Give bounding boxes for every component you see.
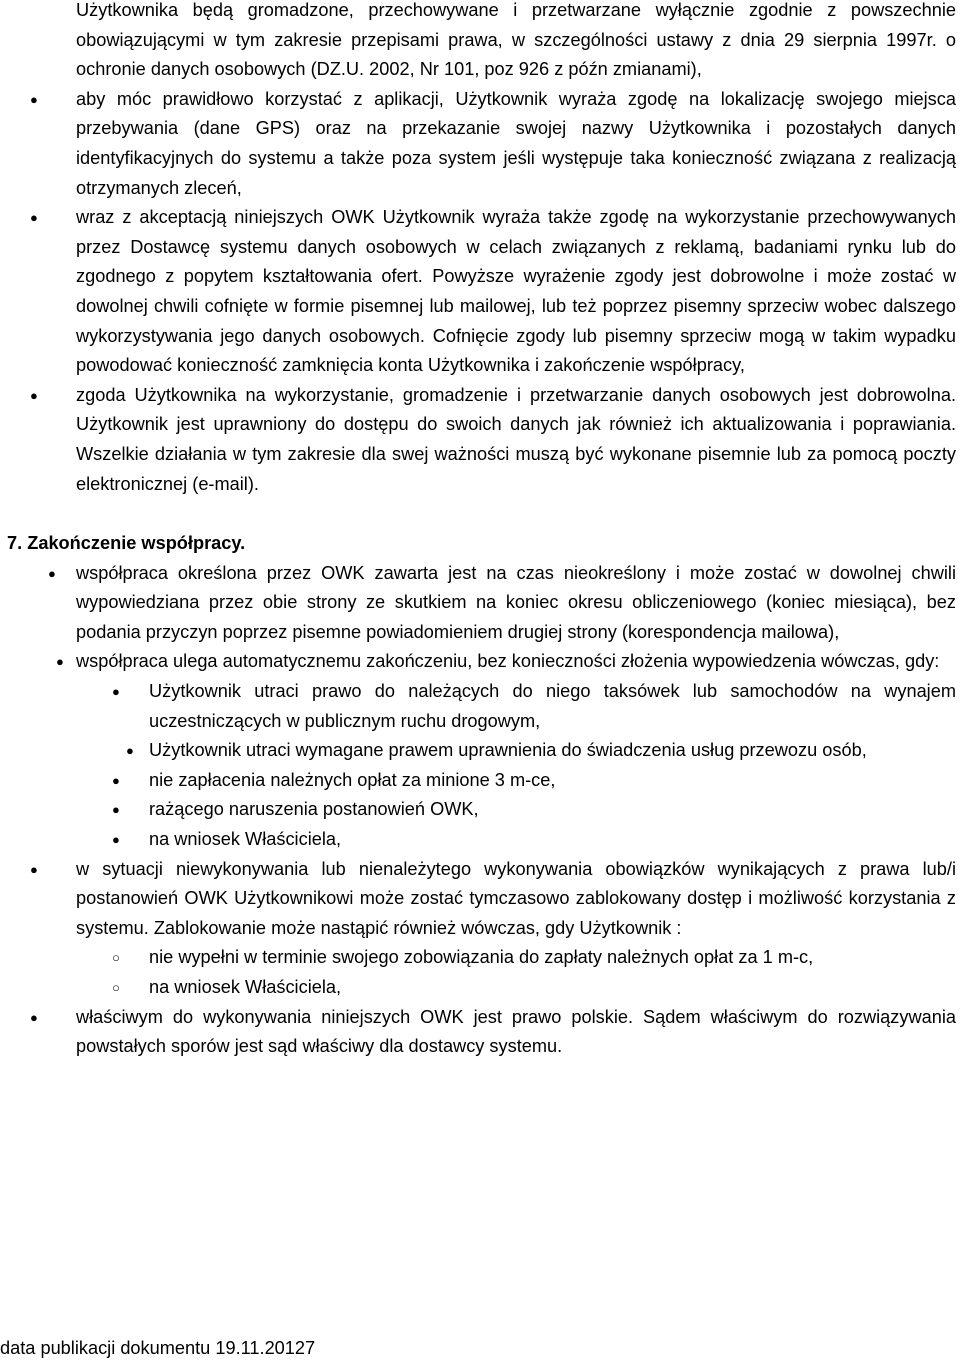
bullet-hollow-icon: ○	[112, 980, 120, 995]
sub-item-text: Użytkownik utraci wymagane prawem uprawnienia do świadczenia usług przewozu osób,	[149, 740, 867, 761]
list-item-automatic-termination	[0, 647, 956, 677]
bullet-filled-icon: ●	[30, 210, 38, 226]
list-item-text: współpraca ulega automatycznemu zakończeniu, bez konieczności złożenia wypowiedzenia wówczas, gdy:	[76, 651, 940, 672]
list-item-governing-law	[0, 1003, 956, 1062]
list-item-text: wraz z akceptacją niniejszych OWK Użytkownik wyraża także zgodę na wykorzystanie przechowywanych przez Dostawcę systemu danych osobowych w celach związanych z reklamą, badaniami rynku lub do zgodnego z popytem kształtowania ofert. Powyższe wyrażenie zgody jest dobrowolne i może zostać w dowolnej chwili cofnięte w formie pisemnej lub mailowej, lub też poprzez pisemny sprzeciw wobec dalszego wykorzystywania jego danych osobowych. Cofnięcie zgody lub pisemny sprzeciw mogą w takim wypadku powodować konieczność zamknięcia konta Użytkownika i zakończenie współpracy,	[76, 207, 956, 376]
sub-item-text: na wniosek Właściciela,	[149, 977, 342, 997]
sub-item-text: na wniosek Właściciela,	[149, 829, 342, 850]
bullet-filled-icon: ●	[112, 772, 120, 788]
bullet-hollow-icon: ○	[112, 950, 120, 966]
bullet-filled-icon: ●	[30, 91, 38, 107]
list-item-voluntary-consent	[0, 381, 956, 499]
list-item-indefinite-term	[0, 559, 956, 648]
list-item-text: w sytuacji niewykonywania lub nienależytego wykonywania obowiązków wynikających z prawa lub/i postanowień OWK Użytkownikowi może zostać tymczasowo zablokowany dostęp i możliwość korzystania z systemu. Zablokowanie może nastąpić również wówczas, gdy Użytkownik :	[76, 858, 956, 938]
list-item-text: właściwym do wykonywania niniejszych OWK jest prawo polskie. Sądem właściwym do rozwiązywania powstałych sporów jest sąd właściwy dla dostawcy systemu.	[76, 1006, 956, 1057]
sub-item-owner-request	[0, 825, 956, 855]
list-item-text: zgoda Użytkownika na wykorzystanie, gromadzenie i przetwarzanie danych osobowych jest dobrowolna. Użytkownik jest uprawniony do dostępu do swoich danych jak również ich aktualizowania i poprawiania. Wszelkie działania w tym zakresie dla swej ważności muszą być wykonane pisemnie lub za pomocą poczty elektronicznej (e-mail).	[76, 384, 956, 494]
sub-item-owk-violation	[0, 795, 956, 825]
list-item-temporary-block	[0, 855, 956, 944]
sub-item-owner-request-2	[0, 973, 956, 1003]
list-item-text: współpraca określona przez OWK zawarta jest na czas nieokreślony i może zostać w dowolnej chwili wypowiedziana przez obie strony ze skutkiem na koniec okresu obliczeniowego (koniec miesiąca), bez podania przyczyn poprzez pisemne powiadomieniem drugiej strony (korespondencja mailowa),	[76, 562, 956, 642]
section-heading: 7. Zakończenie współpracy.	[7, 533, 246, 554]
bullet-filled-icon: ●	[126, 743, 134, 759]
bullet-filled-icon: ●	[112, 802, 120, 818]
bullet-filled-icon: ●	[30, 861, 38, 877]
bullet-filled-icon: ●	[112, 832, 120, 848]
sub-item-lost-vehicle-rights	[0, 677, 956, 736]
bullet-filled-icon: ●	[48, 565, 56, 581]
publication-date-footer: data publikacji dokumentu 19.11.20127	[0, 1338, 316, 1358]
sub-item-text: Użytkownik utraci prawo do należących do niego taksówek lub samochodów na wynajem uczestniczących w publicznym ruchu drogowym,	[149, 681, 956, 731]
list-item-text: aby móc prawidłowo korzystać z aplikacji, Użytkownik wyraża zgodę na lokalizację swojego miejsca przebywania (dane GPS) oraz na przekazanie swojej nazwy Użytkownika i pozostałych danych identyfikacyjnych do systemu a także poza system jeśli występuje taka konieczność związana z realizacją otrzymanych zleceń,	[76, 88, 956, 198]
sub-item-text: nie zapłacenia należnych opłat za minione 3 m-ce,	[149, 769, 556, 790]
sub-item-unpaid-monthly	[0, 943, 956, 973]
list-item-marketing-consent	[0, 203, 956, 381]
bullet-filled-icon: ●	[30, 1009, 38, 1025]
sub-item-lost-license	[0, 736, 956, 766]
sub-item-unpaid-fees	[0, 766, 956, 796]
sub-item-text: rażącego naruszenia postanowień OWK,	[149, 799, 479, 820]
bullet-filled-icon: ●	[112, 684, 120, 700]
intro-continuation: Użytkownika będą gromadzone, przechowywane i przetwarzane wyłącznie zgodnie z powszechnie obowiązującymi w tym zakresie przepisami prawa, w szczególności ustawy z dnia 29 sierpnia 1997r. o ochronie danych osobowych (DZ.U. 2002, Nr 101, poz 926 z późn zmianami),	[76, 0, 956, 80]
bullet-filled-icon: ●	[30, 387, 38, 403]
bullet-filled-icon: ●	[56, 654, 64, 670]
sub-item-text: nie wypełni w terminie swojego zobowiązania do zapłaty należnych opłat za 1 m-c,	[149, 947, 814, 968]
list-item-gps-consent	[0, 85, 956, 203]
